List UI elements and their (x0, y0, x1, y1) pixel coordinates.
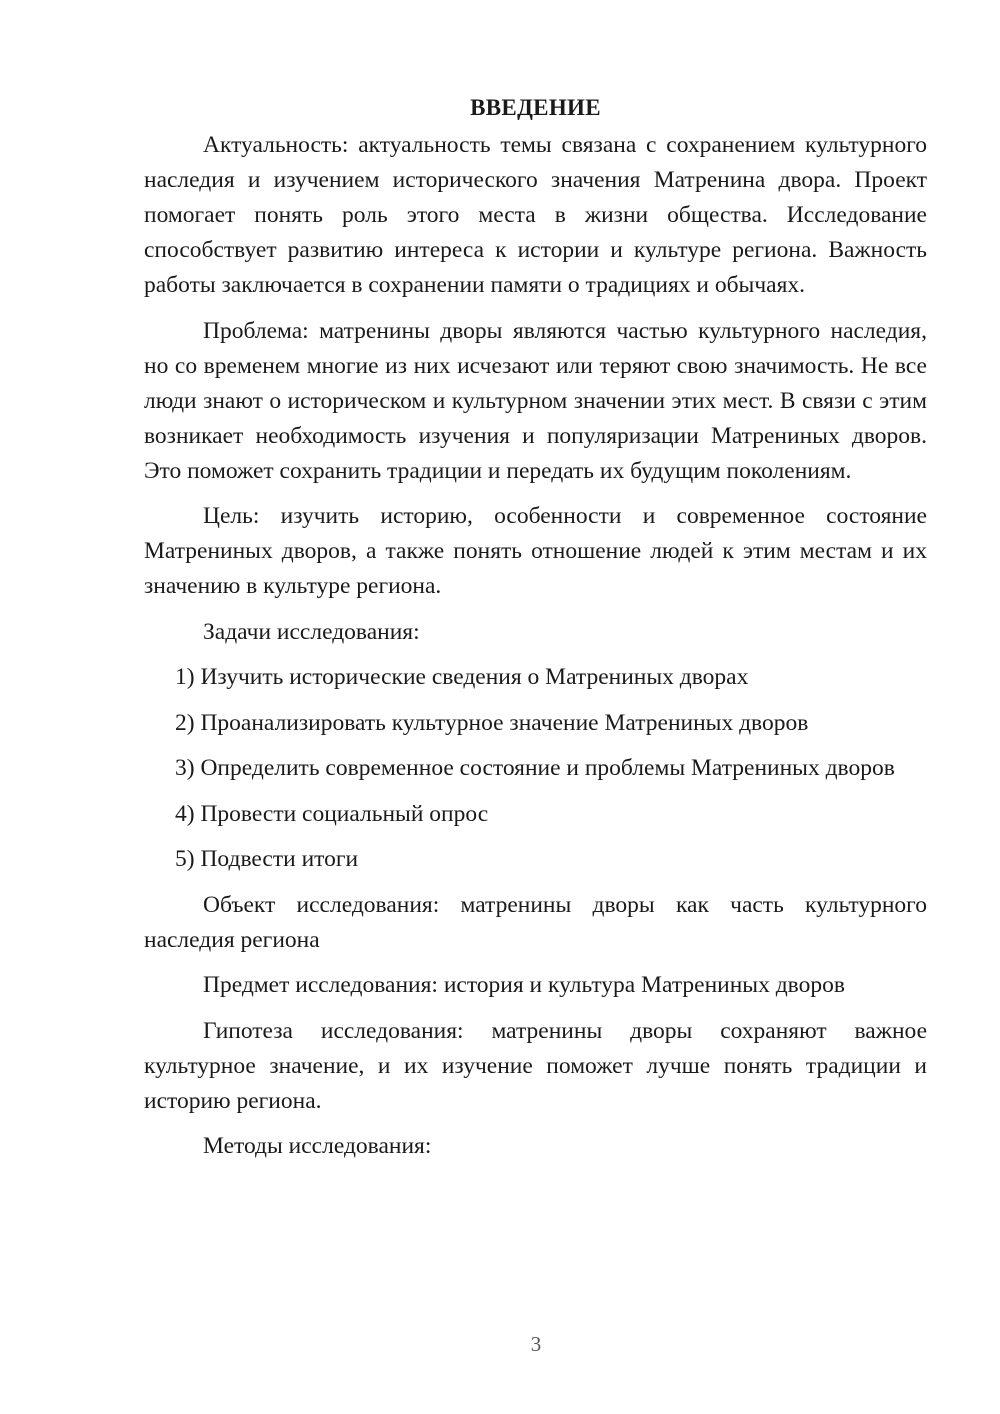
section-title: ВВЕДЕНИЕ (470, 95, 601, 120)
list-item: 2) Проанализировать культурное значение Матрениных дворов (175, 709, 809, 736)
paragraph-tasks-heading: Задачи исследования: (203, 618, 420, 645)
paragraph-hypothesis: Гипотеза исследования: матренины дворы сохраняют важное культурное значение, и их изучение поможет лучше понять традиции и историю региона. (144, 1017, 927, 1114)
paragraph-problem: Проблема: матренины дворы являются частью культурного наследия, но со временем многие из них исчезают или теряют свою значимость. Не все люди знают о историческом и культурном значении этих мест. В связи с этим возникает необходимость изучения и популяризации Матрениных дворов. Это поможет сохранить традиции и передать их будущим поколениям. (144, 317, 927, 484)
paragraph-object: Объект исследования: матренины дворы как часть культурного наследия региона (144, 891, 927, 953)
paragraph-relevance: Актуальность: актуальность темы связана с сохранением культурного наследия и изучением исторического значения Матренина двора. Проект помогает понять роль этого места в жизни общества. Исследование способствует развитию интереса к истории и культуре региона. Важность работы заключается в сохранении памяти о традициях и обычаях. (144, 132, 927, 298)
list-item: 3) Определить современное состояние и проблемы Матрениных дворов (175, 755, 895, 781)
page-number: 3 (530, 1332, 542, 1356)
paragraph-methods: Методы исследования: (203, 1133, 432, 1159)
list-item: 4) Провести социальный опрос (175, 800, 489, 827)
paragraph-subject: Предмет исследования: история и культура Матрениных дворов (203, 972, 845, 998)
list-item: 5) Подвести итоги (175, 846, 359, 872)
paragraph-goal: Цель: изучить историю, особенности и современное состояние Матрениных дворов, а также понять отношение людей к этим местам и их значению в культуре региона. (144, 503, 927, 599)
document-page (144, 90, 927, 1175)
list-item: 1) Изучить исторические сведения о Матрениных дворах (175, 664, 749, 690)
